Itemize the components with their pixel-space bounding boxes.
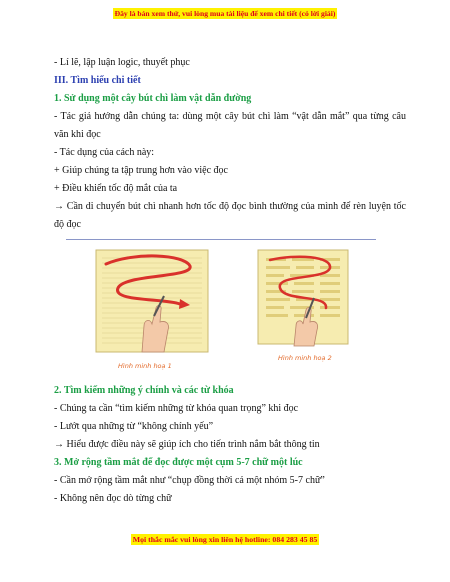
text-line: → Cần di chuyển bút chì nhanh hơn tốc độ đọc bình thường của mình để rèn luyện tốc độ đọc <box>54 201 406 230</box>
text-line: - Lí lẽ, lập luận logic, thuyết phục <box>54 57 190 68</box>
preview-banner: Đây là bản xem thử, vui lòng mua tài liệu để xem chi tiết (có lời giải) <box>114 9 336 18</box>
subheading-1: 1. Sử dụng một cây bút chì làm vật dẫn đường <box>54 93 252 104</box>
caption-illustration-2: Hình minh hoạ 2 <box>278 354 332 362</box>
text-line: - Không nên đọc dò từng chữ <box>54 493 172 504</box>
text-line: + Điều khiển tốc độ mắt của ta <box>54 183 178 194</box>
text-line: + Giúp chúng ta tập trung hơn vào việc đọc <box>54 165 228 176</box>
illustration-2-image <box>256 248 352 348</box>
text-line: - Chúng ta cần “tìm kiếm những từ khóa quan trọng” khi đọc <box>54 403 299 414</box>
hotline-footer: Mọi thắc mắc vui lòng xin liên hệ hotline: 084 283 45 85 <box>132 535 318 544</box>
text-line: - Tác giả hướng dẫn chúng ta: dùng một cây bút chì làm “vật dẫn mắt” qua từng câu văn khi đọc <box>54 111 406 140</box>
text-line: - Lướt qua những từ “không chính yếu” <box>54 421 214 432</box>
subheading-3: 3. Mở rộng tầm mắt để đọc được một cụm 5-7 chữ một lúc <box>54 457 303 468</box>
document-body <box>54 54 406 508</box>
caption-illustration-1: Hình minh hoạ 1 <box>118 362 172 370</box>
text-line: - Cần mở rộng tầm mắt như “chụp đồng thời cả một nhóm 5-7 chữ” <box>54 475 325 486</box>
illustration-1-image <box>94 248 212 356</box>
illustration-figure <box>66 239 376 376</box>
text-line: - Tác dụng của cách này: <box>54 147 155 158</box>
subheading-2: 2. Tìm kiếm những ý chính và các từ khóa <box>54 385 234 396</box>
text-line: → Hiểu được điều này sẽ giúp ích cho tiến trình nắm bắt thông tin <box>54 439 320 450</box>
section-heading: III. Tìm hiểu chi tiết <box>54 75 141 86</box>
